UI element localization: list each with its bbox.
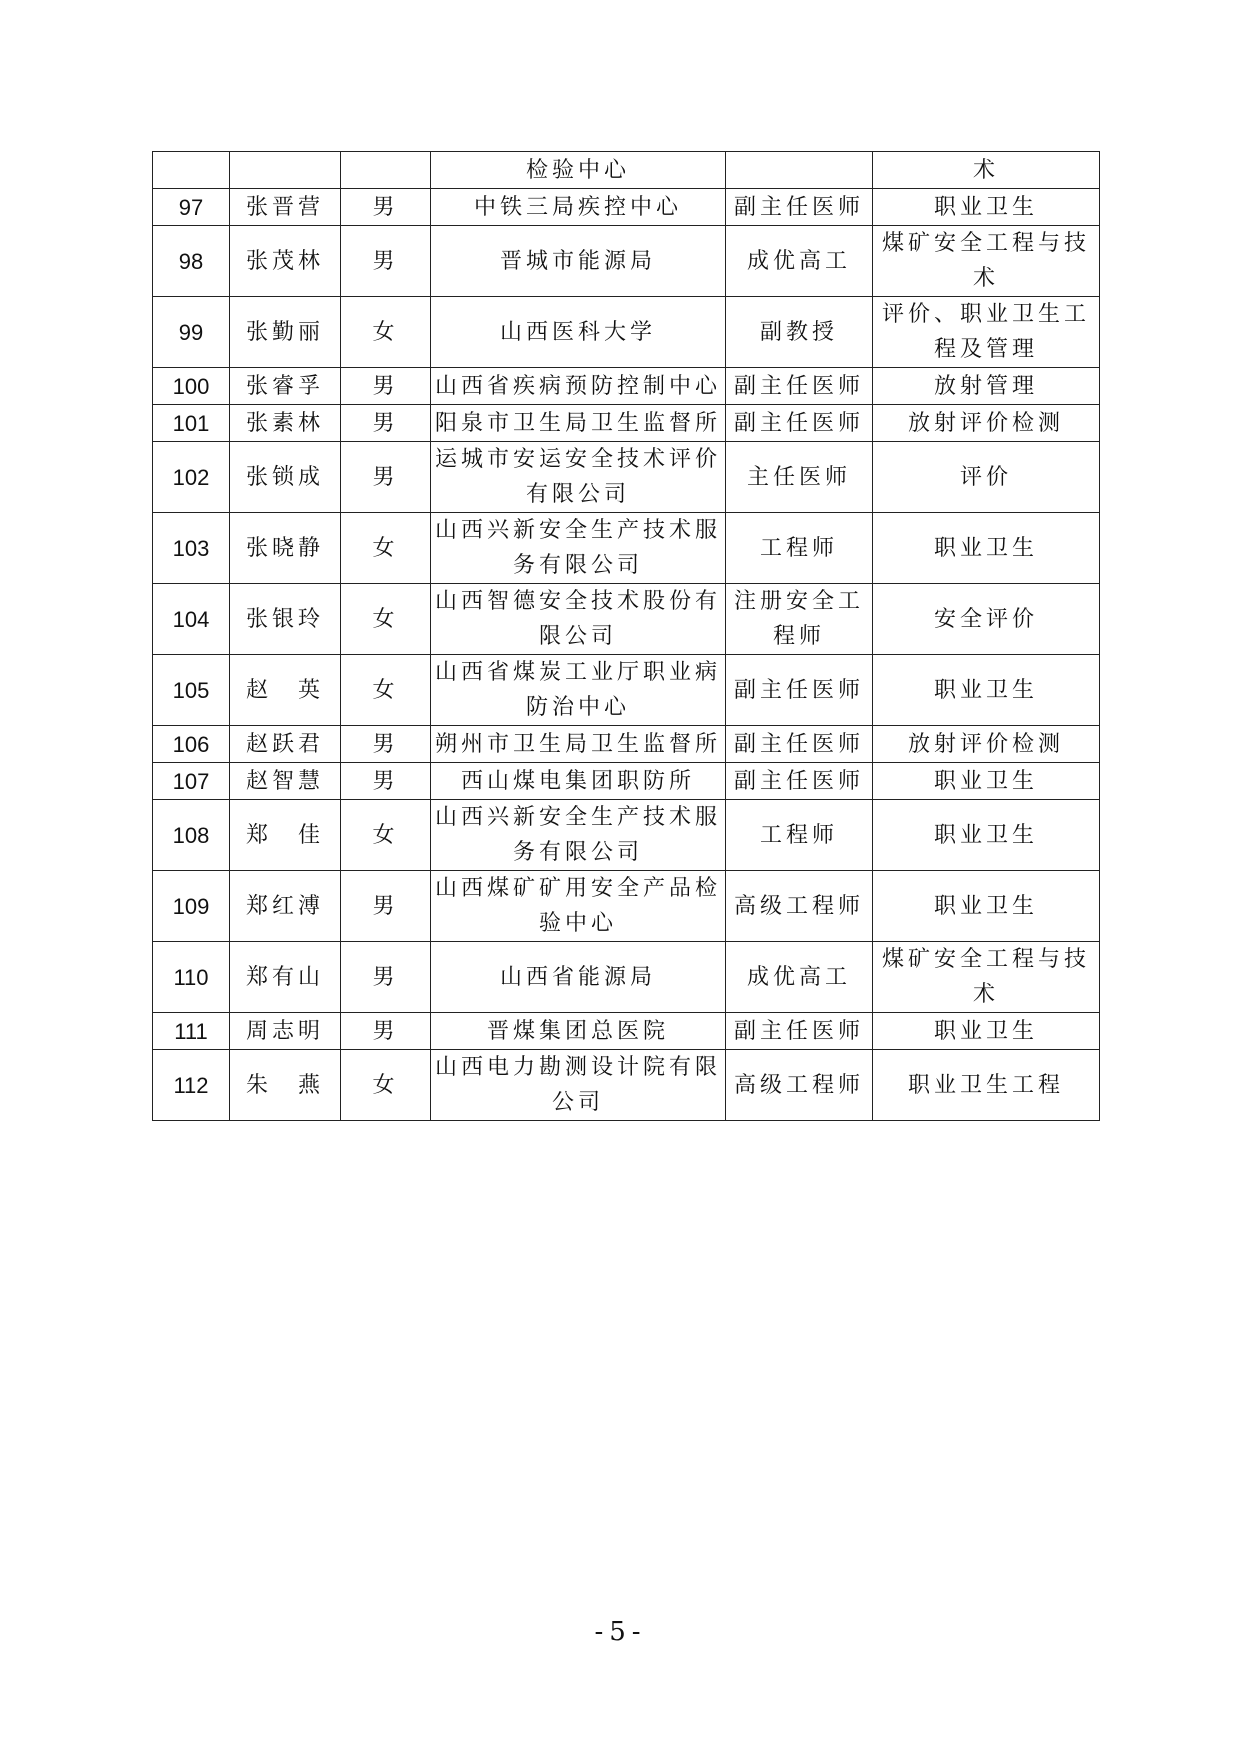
table-row xyxy=(153,152,1100,189)
title-cell: 副主任医师 xyxy=(726,405,873,442)
name-cell: 赵智慧 xyxy=(230,763,341,800)
unit-cell: 阳泉市卫生局卫生监督所 xyxy=(431,405,726,442)
gender-cell: 男 xyxy=(341,726,431,763)
row-number-cell: 100 xyxy=(153,368,230,405)
name-cell: 张勤丽 xyxy=(230,297,341,368)
unit-cell: 检验中心 xyxy=(431,152,726,189)
name-cell: 郑有山 xyxy=(230,942,341,1013)
title-cell: 成优高工 xyxy=(726,226,873,297)
specialty-cell: 评价、职业卫生工程及管理 xyxy=(873,297,1100,368)
name-cell: 张素林 xyxy=(230,405,341,442)
name-cell: 朱 燕 xyxy=(230,1050,341,1121)
specialty-cell: 职业卫生 xyxy=(873,655,1100,726)
specialty-cell: 放射管理 xyxy=(873,368,1100,405)
title-cell: 副主任医师 xyxy=(726,655,873,726)
name-cell: 张银玲 xyxy=(230,584,341,655)
name-cell: 郑 佳 xyxy=(230,800,341,871)
gender-cell: 男 xyxy=(341,1013,431,1050)
specialty-cell: 职业卫生 xyxy=(873,189,1100,226)
specialty-cell: 放射评价检测 xyxy=(873,405,1100,442)
unit-cell: 朔州市卫生局卫生监督所 xyxy=(431,726,726,763)
specialty-cell: 煤矿安全工程与技术 xyxy=(873,942,1100,1013)
unit-cell: 山西医科大学 xyxy=(431,297,726,368)
row-number-cell: 102 xyxy=(153,442,230,513)
unit-cell: 西山煤电集团职防所 xyxy=(431,763,726,800)
gender-cell: 男 xyxy=(341,942,431,1013)
title-cell: 副主任医师 xyxy=(726,189,873,226)
specialty-cell: 职业卫生 xyxy=(873,513,1100,584)
gender-cell: 男 xyxy=(341,405,431,442)
title-cell: 副主任医师 xyxy=(726,726,873,763)
title-cell: 工程师 xyxy=(726,800,873,871)
name-cell: 张晓静 xyxy=(230,513,341,584)
title-cell: 副主任医师 xyxy=(726,368,873,405)
unit-cell: 中铁三局疾控中心 xyxy=(431,189,726,226)
row-number-cell: 106 xyxy=(153,726,230,763)
row-number-cell: 105 xyxy=(153,655,230,726)
name-cell: 张晋营 xyxy=(230,189,341,226)
table-row xyxy=(153,297,1100,368)
name-cell: 赵跃君 xyxy=(230,726,341,763)
unit-cell: 山西省能源局 xyxy=(431,942,726,1013)
title-cell: 高级工程师 xyxy=(726,1050,873,1121)
name-cell: 张睿孚 xyxy=(230,368,341,405)
title-cell xyxy=(726,152,873,189)
row-number-cell: 99 xyxy=(153,297,230,368)
table-row xyxy=(153,800,1100,871)
table-row xyxy=(153,226,1100,297)
table-row xyxy=(153,442,1100,513)
specialty-cell: 煤矿安全工程与技术 xyxy=(873,226,1100,297)
table-row xyxy=(153,942,1100,1013)
title-cell: 工程师 xyxy=(726,513,873,584)
table-row xyxy=(153,655,1100,726)
table-row xyxy=(153,763,1100,800)
specialty-cell: 职业卫生 xyxy=(873,1013,1100,1050)
unit-cell: 山西兴新安全生产技术服务有限公司 xyxy=(431,800,726,871)
gender-cell: 女 xyxy=(341,297,431,368)
title-cell: 副教授 xyxy=(726,297,873,368)
table-row xyxy=(153,513,1100,584)
row-number-cell: 108 xyxy=(153,800,230,871)
table-row xyxy=(153,871,1100,942)
unit-cell: 晋城市能源局 xyxy=(431,226,726,297)
gender-cell: 男 xyxy=(341,368,431,405)
specialty-cell: 安全评价 xyxy=(873,584,1100,655)
row-number-cell: 101 xyxy=(153,405,230,442)
specialty-cell: 职业卫生 xyxy=(873,800,1100,871)
title-cell: 成优高工 xyxy=(726,942,873,1013)
gender-cell: 男 xyxy=(341,226,431,297)
specialty-cell: 评价 xyxy=(873,442,1100,513)
name-cell: 周志明 xyxy=(230,1013,341,1050)
row-number-cell: 107 xyxy=(153,763,230,800)
name-cell: 赵 英 xyxy=(230,655,341,726)
name-cell: 郑红溥 xyxy=(230,871,341,942)
row-number-cell xyxy=(153,152,230,189)
gender-cell: 男 xyxy=(341,442,431,513)
gender-cell: 女 xyxy=(341,584,431,655)
gender-cell: 女 xyxy=(341,800,431,871)
row-number-cell: 97 xyxy=(153,189,230,226)
table-row xyxy=(153,405,1100,442)
unit-cell: 山西省疾病预防控制中心 xyxy=(431,368,726,405)
name-cell: 张锁成 xyxy=(230,442,341,513)
row-number-cell: 110 xyxy=(153,942,230,1013)
gender-cell xyxy=(341,152,431,189)
row-number-cell: 103 xyxy=(153,513,230,584)
table-row xyxy=(153,368,1100,405)
unit-cell: 山西电力勘测设计院有限公司 xyxy=(431,1050,726,1121)
unit-cell: 山西兴新安全生产技术服务有限公司 xyxy=(431,513,726,584)
title-cell: 副主任医师 xyxy=(726,763,873,800)
gender-cell: 男 xyxy=(341,871,431,942)
unit-cell: 山西煤矿矿用安全产品检验中心 xyxy=(431,871,726,942)
name-cell xyxy=(230,152,341,189)
row-number-cell: 112 xyxy=(153,1050,230,1121)
specialty-cell: 放射评价检测 xyxy=(873,726,1100,763)
row-number-cell: 111 xyxy=(153,1013,230,1050)
row-number-cell: 109 xyxy=(153,871,230,942)
row-number-cell: 98 xyxy=(153,226,230,297)
title-cell: 注册安全工程师 xyxy=(726,584,873,655)
gender-cell: 男 xyxy=(341,763,431,800)
specialty-cell: 职业卫生 xyxy=(873,871,1100,942)
specialty-cell: 职业卫生工程 xyxy=(873,1050,1100,1121)
gender-cell: 男 xyxy=(341,189,431,226)
unit-cell: 山西智德安全技术股份有限公司 xyxy=(431,584,726,655)
gender-cell: 女 xyxy=(341,1050,431,1121)
row-number-cell: 104 xyxy=(153,584,230,655)
specialty-cell: 职业卫生 xyxy=(873,763,1100,800)
specialty-cell: 术 xyxy=(873,152,1100,189)
page-number: -5- xyxy=(594,1617,647,1647)
unit-cell: 山西省煤炭工业厅职业病防治中心 xyxy=(431,655,726,726)
title-cell: 主任医师 xyxy=(726,442,873,513)
name-cell: 张茂林 xyxy=(230,226,341,297)
table-row xyxy=(153,584,1100,655)
gender-cell: 女 xyxy=(341,513,431,584)
table-row xyxy=(153,189,1100,226)
table-row xyxy=(153,1013,1100,1050)
table-row xyxy=(153,726,1100,763)
title-cell: 副主任医师 xyxy=(726,1013,873,1050)
table-row xyxy=(153,1050,1100,1121)
gender-cell: 女 xyxy=(341,655,431,726)
unit-cell: 晋煤集团总医院 xyxy=(431,1013,726,1050)
unit-cell: 运城市安运安全技术评价有限公司 xyxy=(431,442,726,513)
expert-list-table xyxy=(152,151,1100,1121)
title-cell: 高级工程师 xyxy=(726,871,873,942)
